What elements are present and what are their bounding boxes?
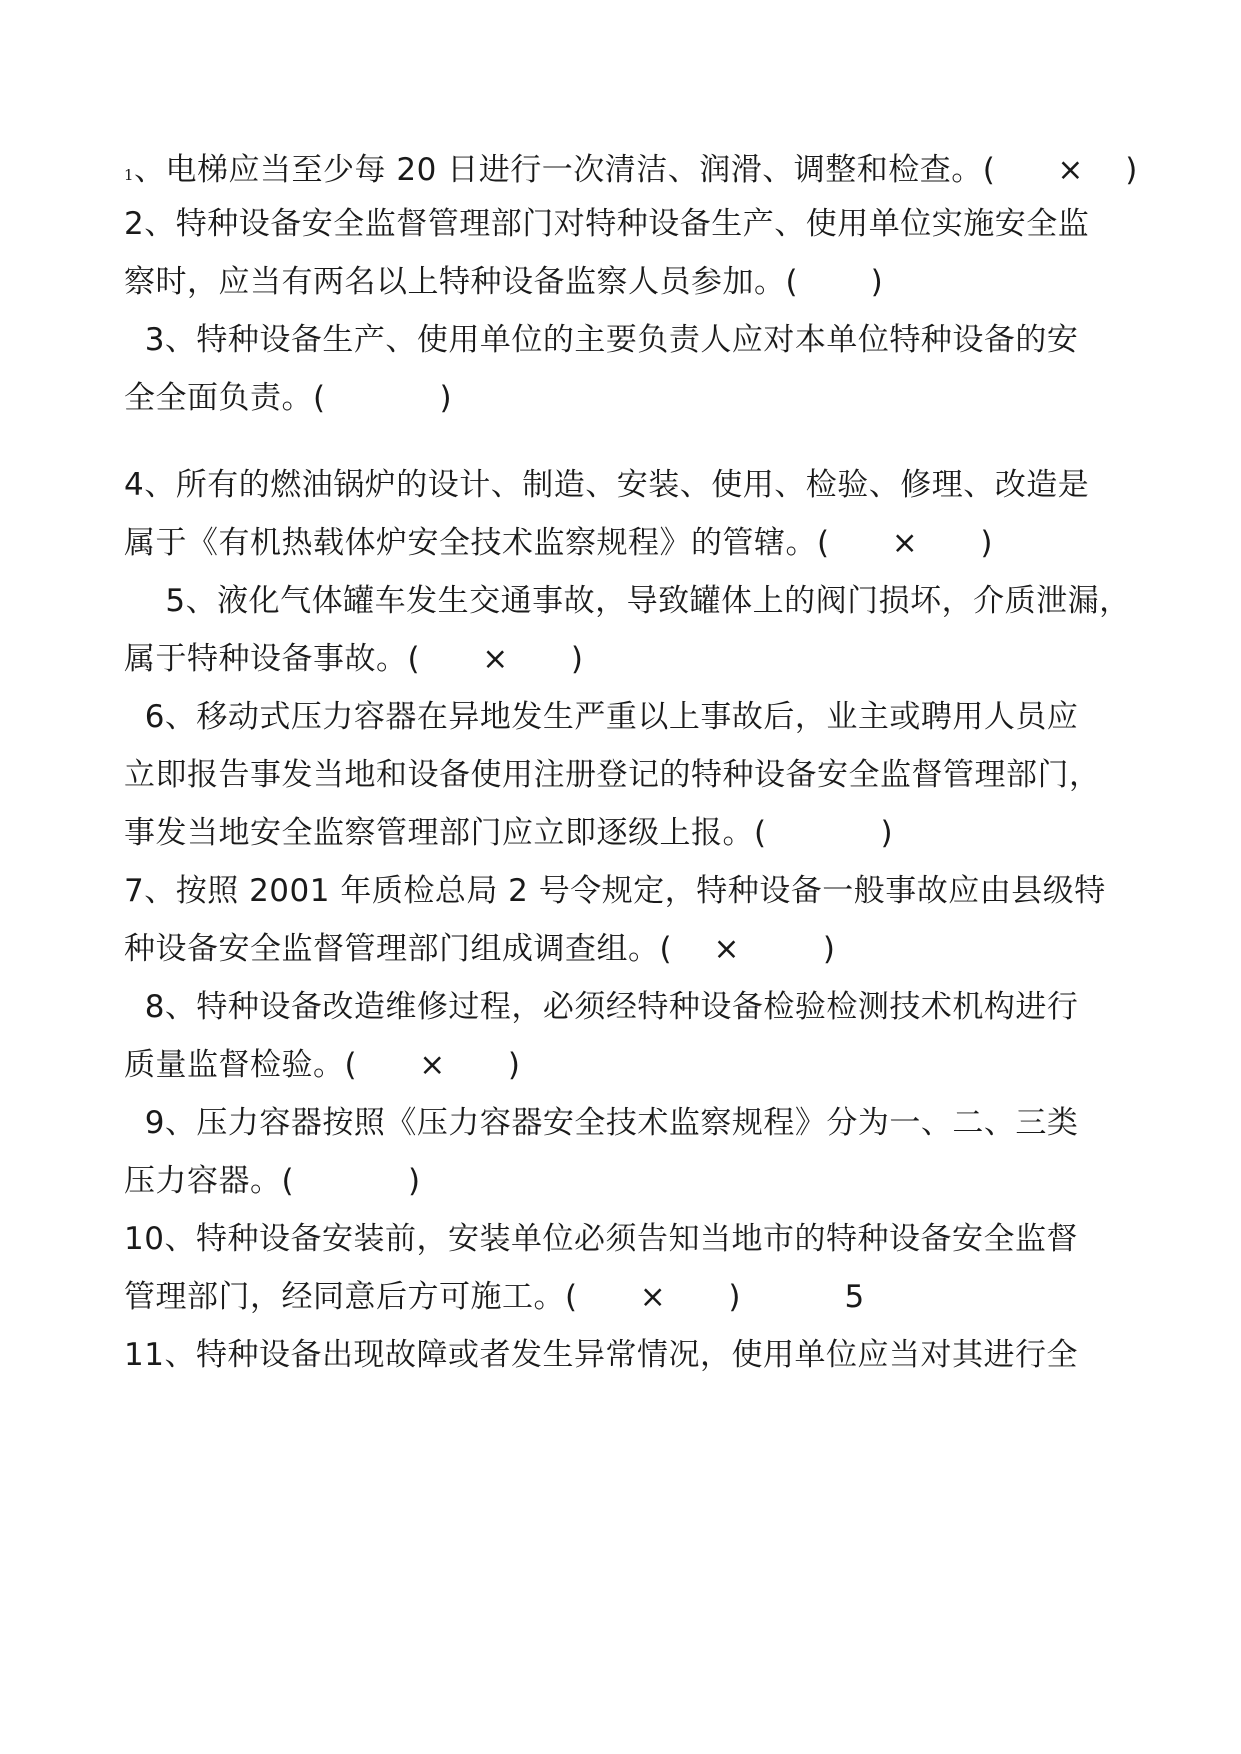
question-9-line-1: 9、压力容器按照《压力容器安全技术监察规程》分为一、二、三类 — [124, 1105, 1079, 1141]
question-1-number: 1 — [124, 166, 135, 184]
question-7-line-2: 种设备安全监督管理部门组成调查组。( × ) — [124, 931, 836, 967]
question-1-text: 、电梯应当至少每 20 日进行一次清洁、润滑、调整和检查。( × ) — [134, 152, 1138, 188]
question-3-line-2: 全全面负责。( ) — [124, 380, 453, 416]
question-4-line-1: 4、所有的燃油锅炉的设计、制造、安装、使用、检验、修理、改造是 — [124, 467, 1090, 503]
question-6-line-3: 事发当地安全监察管理部门应立即逐级上报。( ) — [124, 815, 894, 851]
question-5-line-1: 5、液化气体罐车发生交通事故，导致罐体上的阀门损坏，介质泄漏， — [124, 583, 1131, 619]
question-6-line-1: 6、移动式压力容器在异地发生严重以上事故后，业主或聘用人员应 — [124, 699, 1079, 735]
question-4-line-2: 属于《有机热载体炉安全技术监察规程》的管辖。( × ) — [124, 525, 993, 561]
question-8-line-2: 质量监督检验。( × ) — [124, 1047, 521, 1083]
question-2-line-2: 察时，应当有两名以上特种设备监察人员参加。( ) — [124, 264, 884, 300]
question-10-line-1: 10、特种设备安装前，安装单位必须告知当地市的特种设备安全监督 — [124, 1221, 1078, 1257]
question-3-line-1: 3、特种设备生产、使用单位的主要负责人应对本单位特种设备的安 — [124, 322, 1079, 358]
question-2-line-1: 2、特种设备安全监督管理部门对特种设备生产、使用单位实施安全监 — [124, 206, 1090, 242]
question-1-line-1 — [124, 150, 1138, 195]
question-6-line-2: 立即报告事发当地和设备使用注册登记的特种设备安全监督管理部门， — [124, 757, 1101, 793]
question-11-line-1: 11、特种设备出现故障或者发生异常情况，使用单位应当对其进行全 — [124, 1337, 1078, 1373]
question-9-line-2: 压力容器。( ) — [124, 1163, 421, 1199]
question-10-line-2: 管理部门，经同意后方可施工。( × ) 5 — [124, 1279, 865, 1315]
question-5-line-2: 属于特种设备事故。( × ) — [124, 641, 584, 677]
question-8-line-1: 8、特种设备改造维修过程，必须经特种设备检验检测技术机构进行 — [124, 989, 1079, 1025]
question-7-line-1: 7、按照 2001 年质检总局 2 号令规定，特种设备一般事故应由县级特 — [124, 873, 1106, 909]
